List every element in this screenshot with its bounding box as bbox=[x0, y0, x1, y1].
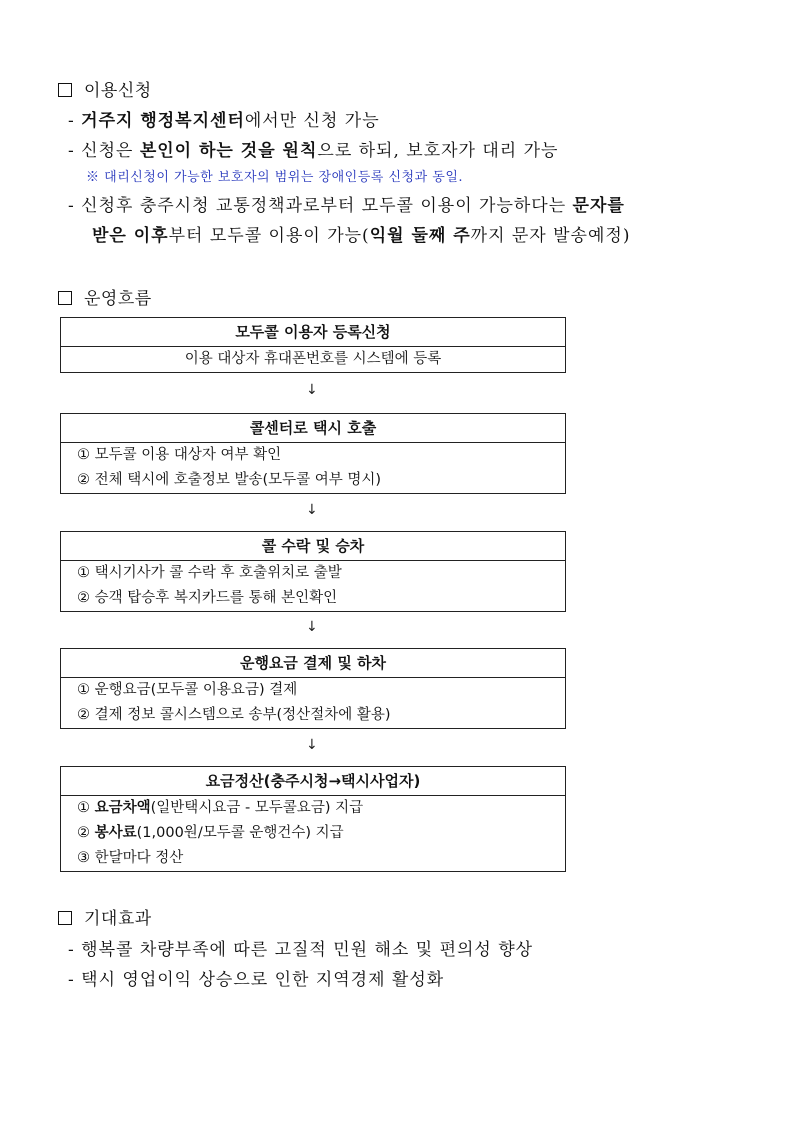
flow-box-row: ② 승객 탑승후 복지카드를 통해 본인확인 bbox=[77, 590, 338, 606]
flow-box-row: ③ 한달마다 정산 bbox=[77, 850, 184, 866]
flow-box-head: 모두콜 이용자 등록신청 bbox=[61, 318, 565, 347]
flow-box-row: ② 전체 택시에 호출정보 발송(모두콜 여부 명시) bbox=[77, 472, 382, 488]
apply-item-3: - 신청후 충주시청 교통정책과로부터 모두콜 이용이 가능하다는 문자를 bbox=[68, 196, 625, 216]
flow-box-row: 이용 대상자 휴대폰번호를 시스템에 등록 bbox=[184, 351, 442, 367]
down-arrow-icon: ↓ bbox=[306, 619, 318, 635]
apply-note: ※ 대리신청이 가능한 보호자의 범위는 장애인등록 신청과 동일. bbox=[86, 170, 464, 185]
apply-item-3-cont: 받은 이후부터 모두콜 이용이 가능(익월 둘째 주까지 문자 발송예정) bbox=[92, 226, 631, 246]
checkbox-square-icon bbox=[58, 83, 72, 97]
flow-box-head: 요금정산(충주시청→택시사업자) bbox=[61, 767, 565, 796]
down-arrow-icon: ↓ bbox=[306, 382, 318, 398]
flow-box-row: ① 택시기사가 콜 수락 후 호출위치로 출발 bbox=[77, 565, 342, 581]
flow-box-row: ① 요금차액(일반택시요금 - 모두콜요금) 지급 bbox=[77, 800, 364, 816]
section-effect-title: 기대효과 bbox=[58, 904, 152, 929]
flow-box-row: ② 봉사료(1,000원/모두콜 운행건수) 지급 bbox=[77, 825, 344, 841]
effect-item-2: - 택시 영업이익 상승으로 인한 지역경제 활성화 bbox=[68, 970, 445, 990]
flow-box-settlement bbox=[60, 766, 566, 872]
flow-box-row: ② 결제 정보 콜시스템으로 송부(정산절차에 활용) bbox=[77, 707, 391, 723]
checkbox-square-icon bbox=[58, 291, 72, 305]
section-flow-title: 운영흐름 bbox=[58, 284, 152, 309]
down-arrow-icon: ↓ bbox=[306, 502, 318, 518]
flow-box-register bbox=[60, 317, 566, 373]
flow-box-row: ① 모두콜 이용 대상자 여부 확인 bbox=[77, 447, 282, 463]
flow-box-row: ① 운행요금(모두콜 이용요금) 결제 bbox=[77, 682, 298, 698]
flow-box-accept bbox=[60, 531, 566, 612]
flow-box-call bbox=[60, 413, 566, 494]
effect-item-1: - 행복콜 차량부족에 따른 고질적 민원 해소 및 편의성 향상 bbox=[68, 940, 534, 960]
apply-item-1: - 거주지 행정복지센터에서만 신청 가능 bbox=[68, 111, 380, 131]
apply-item-2: - 신청은 본인이 하는 것을 원칙으로 하되, 보호자가 대리 가능 bbox=[68, 141, 559, 161]
flow-box-head: 콜 수락 및 승차 bbox=[61, 532, 565, 561]
down-arrow-icon: ↓ bbox=[306, 737, 318, 753]
flow-box-payment bbox=[60, 648, 566, 729]
flow-box-head: 운행요금 결제 및 하차 bbox=[61, 649, 565, 678]
section-apply-title: 이용신청 bbox=[58, 76, 152, 101]
flow-box-head: 콜센터로 택시 호출 bbox=[61, 414, 565, 443]
checkbox-square-icon bbox=[58, 911, 72, 925]
